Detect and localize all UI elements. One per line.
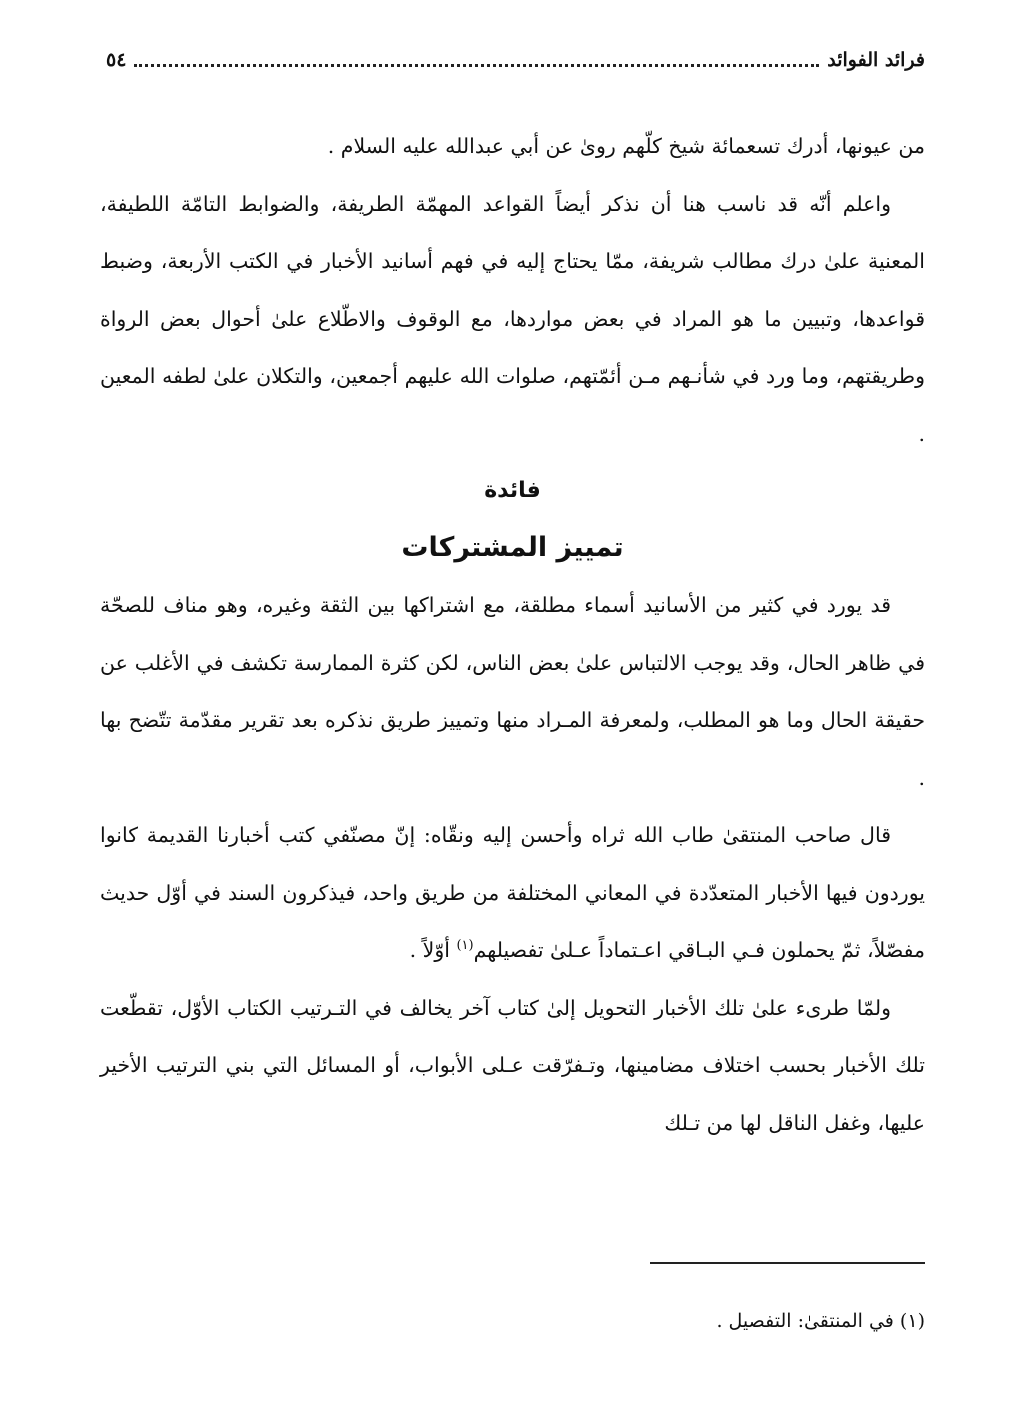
paragraph-last: ولمّا طرىء علىٰ تلك الأخبار التحويل إلىٰ كتاب آخر يخالف في التـرتيب الكتاب الأوّل، تقطّعت تلك الأخبار بحسب اختلاف مضامينها، وتـفرّقت عـلى الأبواب، أو المسائل التي بني الترتيب الأخير عليها، وغفل الناقل لها من تـلك: [100, 995, 925, 1135]
paragraph-intro: واعلم أنّه قد ناسب هنا أن نذكر أيضاً القواعد المهمّة الطريفة، والضوابط التامّة اللطيفة، المعنية علىٰ درك مطالب شريفة، ممّا يحتاج إليه في فهم أسانيد الأخبار في الكتب الأربعة، وضبط قواعدها، وتبيين ما هو المراد في بعض مواردها، مع الوقوف والاطّلاع علىٰ أحوال بعض الرواة وطريقتهم، وما ورد في شأنـهم مـن أئمّتهم، صلوات الله عليهم أجمعين، والتكلان علىٰ لطفه المعين .: [100, 191, 925, 446]
section-label: فائدة: [484, 478, 541, 503]
footnote-reference[interactable]: (١): [456, 938, 474, 954]
dotted-leader: [134, 64, 819, 67]
paragraph-quote: [100, 807, 925, 980]
book-title: فرائد الفوائد: [827, 49, 925, 71]
footnote: (١) في المنتقىٰ: التفصيل .: [716, 1310, 925, 1332]
page-number: ٥٤: [106, 49, 127, 71]
footnote-divider: [650, 1262, 925, 1264]
quote-text: قال صاحب المنتقىٰ طاب الله ثراه وأحسن إليه ونقّاه: إنّ مصنّفي كتب أخبارنا القديمة كانوا يوردون فيها الأخبار المتعدّدة في المعاني المختلفة من طريق واحد، فيذكرون السند في أوّل حديث مفصّلاً، ثمّ يحملون فـي البـاقي اعـتماداً عـلىٰ تفصيلهم: [100, 823, 925, 962]
paragraph-section-1: قد يورد في كثير من الأسانيد أسماء مطلقة، مع اشتراكها بين الثقة وغيره، وهو مناف للصحّة في ظاهر الحال، وقد يوجب الالتباس علىٰ بعض الناس، لكن كثرة الممارسة تكشف في الأغلب عن حقيقة الحال وما هو المطلب، ولمعرفة المـراد منها وتمييز طريق نذكره بعد تقرير مقدّمة تتّضح بها .: [100, 593, 925, 790]
body-text: [100, 118, 925, 1152]
section-title: تمييز المشتركات: [401, 532, 624, 563]
document-page: [100, 30, 925, 1390]
running-header: [100, 42, 925, 78]
quote-text-end: أوّلاً .: [409, 938, 457, 962]
paragraph-continuation: من عيونها، أدرك تسعمائة شيخ كلّهم روىٰ عن أبي عبدالله عليه السلام .: [327, 134, 925, 158]
